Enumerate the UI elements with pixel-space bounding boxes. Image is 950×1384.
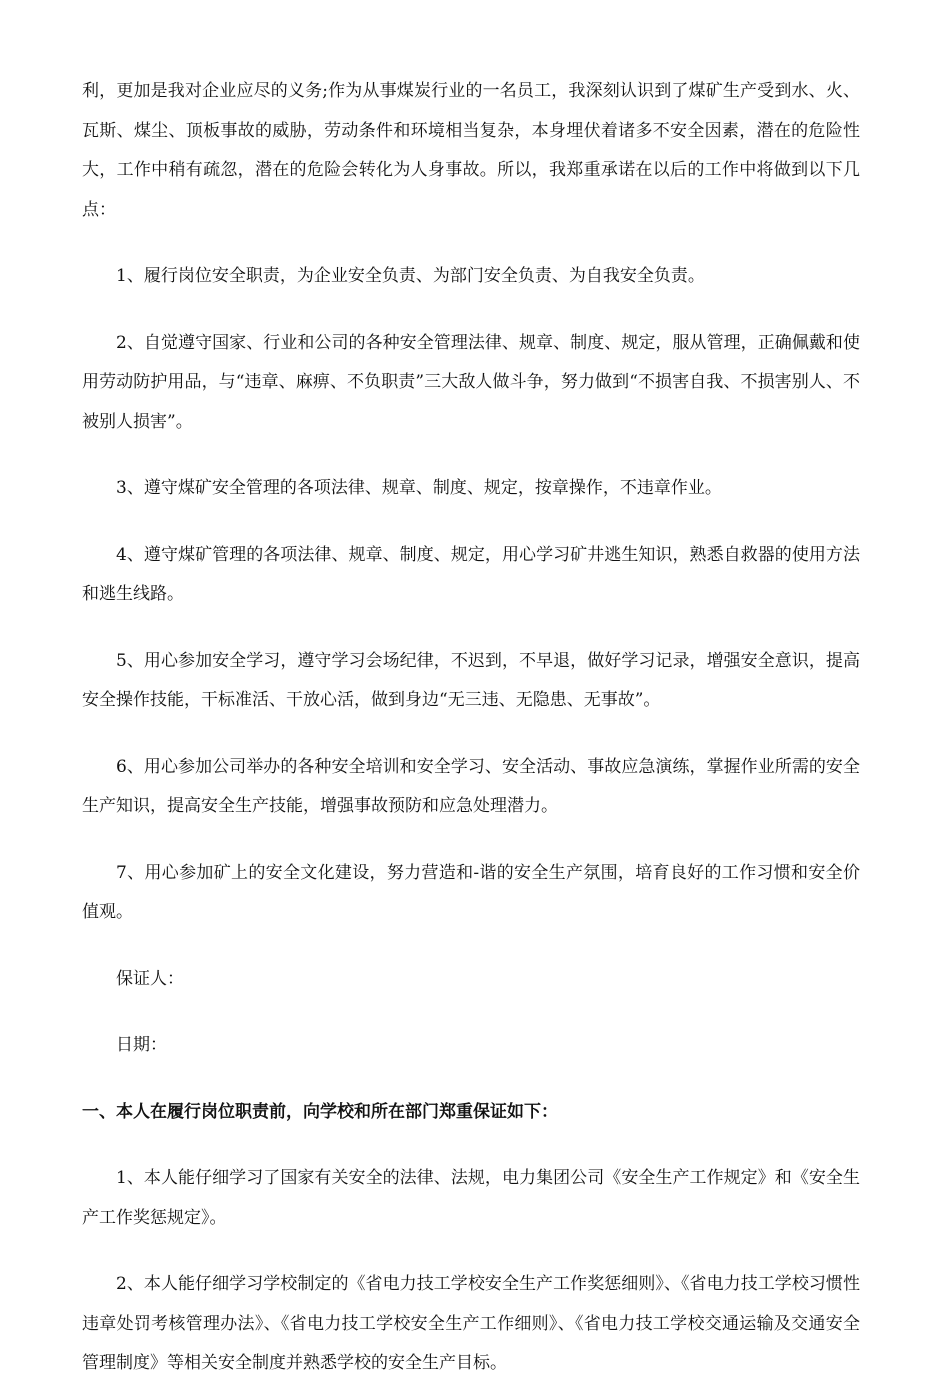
section-item-2: 2、本人能仔细学习学校制定的《省电力技工学校安全生产工作奖惩细则》、《省电力技工学校习惯性违章处罚考核管理办法》、《省电力技工学校安全生产工作细则》、《省电力技工学校交通运输及交通安全管理制度》等相关安全制度并熟悉学校的安全生产目标。 xyxy=(82,1274,860,1373)
pledge-item-6: 6、用心参加公司举办的各种安全培训和安全学习、安全活动、事故应急演练，掌握作业所需的安全生产知识，提高安全生产技能，增强事故预防和应急处理潜力。 xyxy=(82,756,860,816)
pledge-item-5: 5、用心参加安全学习，遵守学习会场纪律，不迟到，不早退，做好学习记录，增强安全意识，提高安全操作技能，干标准活、干放心活，做到身边“无三违、无隐患、无事故”。 xyxy=(82,650,860,710)
pledge-item-2: 2、自觉遵守国家、行业和公司的各种安全管理法律、规章、制度、规定，服从管理，正确佩戴和使用劳动防护用品，与“违章、麻痹、不负职责”三大敌人做斗争，努力做到“不损害自我、不损害别人、不被别人损害”。 xyxy=(82,332,860,432)
guarantor-label: 保证人： xyxy=(116,968,184,989)
section-item-1: 1、本人能仔细学习了国家有关安全的法律、法规，电力集团公司《安全生产工作规定》和《安全生产工作奖惩规定》。 xyxy=(82,1168,860,1228)
pledge-item-4: 4、遵守煤矿管理的各项法律、规章、制度、规定，用心学习矿井逃生知识，熟悉自救器的使用方法和逃生线路。 xyxy=(82,544,860,604)
section-heading: 一、本人在履行岗位职责前，向学校和所在部门郑重保证如下： xyxy=(82,1101,558,1122)
intro-paragraph: 利，更加是我对企业应尽的义务;作为从事煤炭行业的一名员工，我深刻认识到了煤矿生产受到水、火、瓦斯、煤尘、顶板事故的威胁，劳动条件和环境相当复杂，本身埋伏着诸多不安全因素，潜在的危险性大，工作中稍有疏忽，潜在的危险会转化为人身事故。所以，我郑重承诺在以后的工作中将做到以下几点： xyxy=(82,81,860,220)
pledge-item-1: 1、履行岗位安全职责，为企业安全负责、为部门安全负责、为自我安全负责。 xyxy=(116,266,705,286)
pledge-item-3: 3、遵守煤矿安全管理的各项法律、规章、制度、规定，按章操作，不违章作业。 xyxy=(116,478,722,498)
pledge-item-7: 7、用心参加矿上的安全文化建设，努力营造和-谐的安全生产氛围，培育良好的工作习惯和安全价值观。 xyxy=(82,862,860,922)
date-label: 日期： xyxy=(116,1035,167,1055)
